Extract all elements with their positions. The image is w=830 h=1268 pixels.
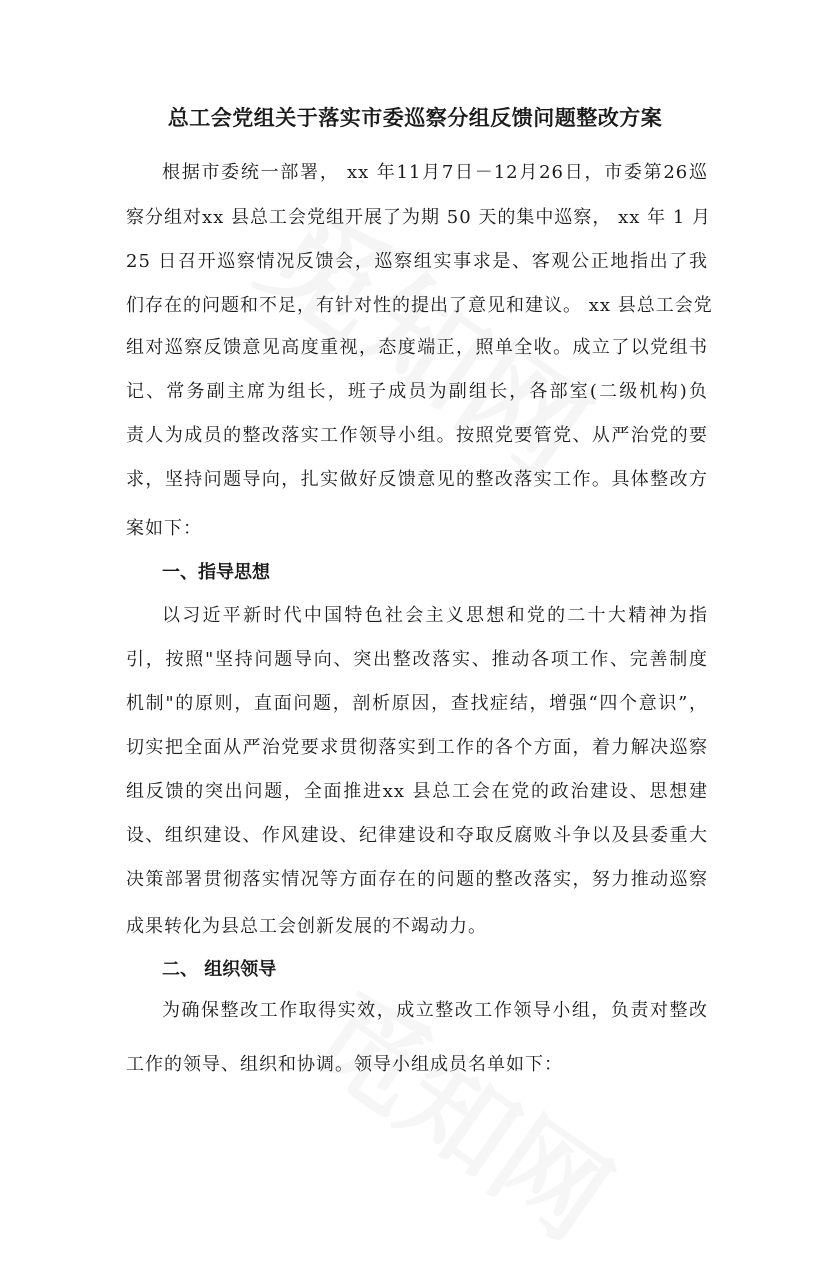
paragraph-line: 设、组织建设、作风建设、纪律建设和夺取反腐败斗争以及县委重大: [126, 825, 708, 846]
paragraph-line: 组对巡察反馈意见高度重视，态度端正，照单全收。成立了以党组书: [126, 337, 708, 358]
paragraph-line: 组反馈的突出问题，全面推进xx 县总工会在党的政治建设、思想建: [126, 781, 708, 802]
paragraph-line: 根据市委统一部署， xx 年11月7日－12月26日，市委第26巡: [162, 162, 708, 183]
document-title: 总工会党组关于落实市委巡察分组反馈问题整改方案: [167, 106, 663, 130]
paragraph-line: 引，按照"坚持问题导向、突出整改落实、推动各项工作、完善制度: [126, 649, 708, 670]
paragraph-line: 切实把全面从严治党要求贯彻落实到工作的各个方面，着力解决巡察: [126, 737, 708, 758]
paragraph-line: 为确保整改工作取得实效，成立整改工作领导小组，负责对整改: [162, 1000, 708, 1021]
section-heading: 一、指导思想: [162, 562, 270, 583]
section-heading: 二、 组织领导: [162, 959, 277, 980]
paragraph-line: 案如下：: [126, 518, 202, 539]
paragraph-line: 责人为成员的整改落实工作领导小组。按照党要管党、从严治党的要: [126, 425, 708, 446]
paragraph-line: 们存在的问题和不足，有针对性的提出了意见和建议。 xx 县总工会党: [126, 295, 713, 316]
paragraph-line: 机制"的原则，直面问题，剖析原因，查找症结，增强“四个意识”，: [126, 693, 708, 714]
paragraph-line: 成果转化为县总工会创新发展的不竭动力。: [126, 916, 487, 937]
paragraph-line: 决策部署贯彻落实情况等方面存在的问题的整改落实，努力推动巡察: [126, 869, 708, 890]
paragraph-line: 以习近平新时代中国特色社会主义思想和党的二十大精神为指: [162, 605, 708, 626]
paragraph-line: 记、常务副主席为组长，班子成员为副组长，各部室(二级机构)负: [126, 381, 708, 402]
paragraph-line: 察分组对xx 县总工会党组开展了为期 50 天的集中巡察， xx 年 1 月: [126, 207, 712, 228]
paragraph-line: 工作的领导、组织和协调。领导小组成员名单如下：: [126, 1054, 563, 1075]
paragraph-line: 求，坚持问题导向，扎实做好反馈意见的整改落实工作。具体整改方: [126, 469, 708, 490]
paragraph-line: 25 日召开巡察情况反馈会，巡察组实事求是、客观公正地指出了我: [126, 251, 708, 272]
